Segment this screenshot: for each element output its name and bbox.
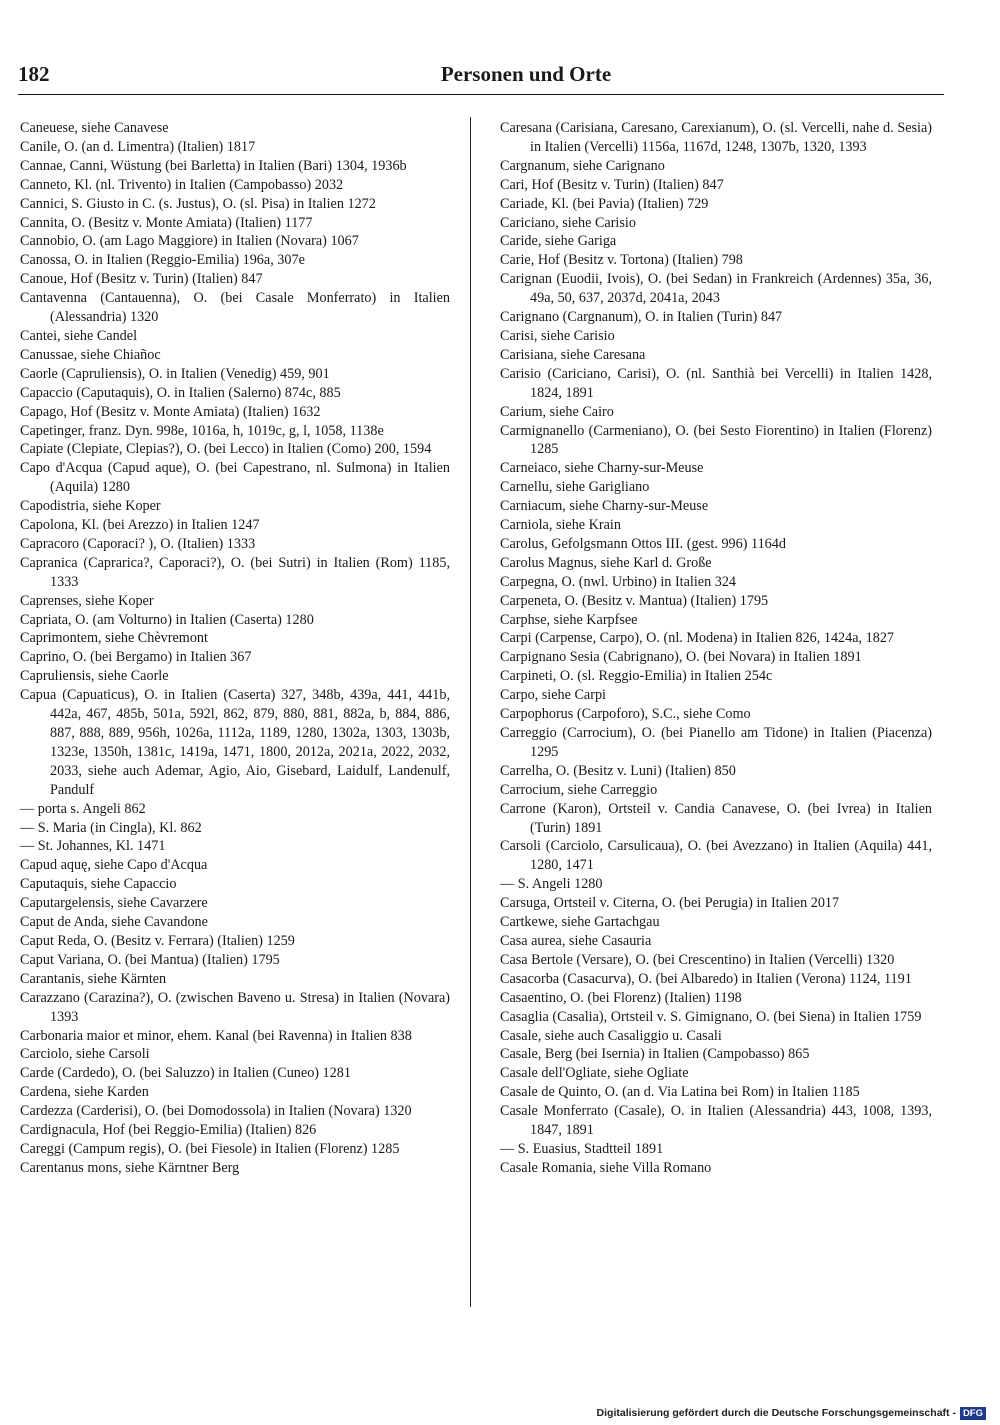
index-entry: Casa aurea, siehe Casauria (500, 932, 652, 949)
column-divider (470, 117, 471, 1307)
index-entry: — St. Johannes, Kl. 1471 (20, 838, 166, 855)
index-entry: Canussae, siehe Chiañoc (20, 346, 161, 363)
index-entry: Casale de Quinto, O. (an d. Via Latina bei Rom) in Italien 1185 (500, 1084, 860, 1101)
index-entry: Capo d'Acqua (Capud aque), O. (bei Capestrano, nl. Sulmona) in Italien (Aquila) 1280 (20, 460, 450, 496)
index-entry: Cantavenna (Cantauenna), O. (bei Casale Monferrato) in Italien (Alessandria) 1320 (20, 290, 450, 326)
index-entry: Cartkewe, siehe Gartachgau (500, 914, 660, 931)
index-entry: Carolus, Gefolgsmann Ottos III. (gest. 996) 1164d (500, 535, 786, 552)
index-entry: Canoue, Hof (Besitz v. Turin) (Italien) 847 (20, 271, 263, 288)
index-entry: Capolona, Kl. (bei Arezzo) in Italien 1247 (20, 517, 260, 534)
index-entry: Capua (Capuaticus), O. in Italien (Caserta) 327, 348b, 439a, 441, 441b, 442a, 467, 485b, 501a, 592l, 862, 879, 880, 881, 882a, b, 884, 886, 887, 888, 889, 956h, 1026a, 1112a, 1189, 1280, 1302a, 1303, 1303b, 1323e, 1350h, 1381c, 1419a, 1471, 1800, 2012a, 2021a, 2022, 2032, 2033, siehe auch Ademar, Agio, Aio, Gisebard, Laidulf, Landenulf, Pandulf (20, 687, 450, 798)
index-entry: Carium, siehe Cairo (500, 403, 614, 420)
index-entry: Carazzano (Carazina?), O. (zwischen Baveno u. Stresa) in Italien (Novara) 1393 (20, 989, 450, 1025)
footer-credit (597, 1405, 986, 1421)
index-entry: — S. Maria (in Cingla), Kl. 862 (20, 819, 202, 836)
index-entry: Canossa, O. in Italien (Reggio-Emilia) 196a, 307e (20, 252, 305, 269)
index-entry: Casa Bertole (Versare), O. (bei Crescentino) in Italien (Vercelli) 1320 (500, 951, 895, 968)
index-entry: Casacorba (Casacurva), O. (bei Albaredo) in Italien (Verona) 1124, 1191 (500, 970, 912, 987)
index-entry: Carpignano Sesia (Cabrignano), O. (bei Novara) in Italien 1891 (500, 649, 862, 666)
index-entry: Caprenses, siehe Koper (20, 592, 154, 609)
index-entry: Carniola, siehe Krain (500, 517, 621, 534)
index-entry: Casaentino, O. (bei Florenz) (Italien) 1198 (500, 989, 742, 1006)
index-entry: Capriata, O. (am Volturno) in Italien (Caserta) 1280 (20, 611, 314, 628)
index-entry: Carreggio (Carrocium), O. (bei Pianello am Tidone) in Italien (Piacenza) 1295 (500, 725, 932, 760)
index-entry: Capiate (Clepiate, Clepias?), O. (bei Lecco) in Italien (Como) 200, 1594 (20, 441, 432, 458)
index-entry: Carantanis, siehe Kärnten (20, 970, 167, 987)
running-title: Personen und Orte (440, 62, 612, 86)
index-entry: Carentanus mons, siehe Kärntner Berg (20, 1159, 240, 1176)
index-entry: Cari, Hof (Besitz v. Turin) (Italien) 847 (500, 176, 724, 193)
index-entry: Caresana (Carisiana, Caresano, Carexianum), O. (sl. Vercelli, nahe d. Sesia) in Italien (Vercelli) 1156a, 1167d, 1248, 1307b, 1320, 1393 (500, 120, 932, 155)
index-entry: Canile, O. (an d. Limentra) (Italien) 1817 (20, 138, 256, 155)
index-entry: Casale dell'Ogliate, siehe Ogliate (500, 1065, 689, 1082)
index-entry: Caorle (Capruliensis), O. in Italien (Venedig) 459, 901 (20, 365, 330, 382)
index-column-left (20, 119, 450, 1178)
index-entry: Carpophorus (Carpoforo), S.C., siehe Como (500, 706, 751, 723)
index-entry: Carisio (Cariciano, Carisi), O. (nl. Santhià bei Vercelli) in Italien 1428, 1824, 1891 (500, 365, 932, 401)
index-entry: Caput de Anda, siehe Cavandone (20, 914, 208, 931)
index-entry: Carpeneta, O. (Besitz v. Mantua) (Italien) 1795 (500, 592, 769, 609)
header-rule (18, 94, 944, 95)
index-entry: — S. Euasius, Stadtteil 1891 (500, 1140, 664, 1157)
index-entry: Caputargelensis, siehe Cavarzere (20, 895, 208, 912)
page-number: 182 (18, 62, 50, 86)
index-entry: Carrocium, siehe Carreggio (500, 781, 658, 798)
index-entry: Capetinger, franz. Dyn. 998e, 1016a, h, 1019c, g, l, 1058, 1138e (20, 422, 384, 439)
index-entry: Caputaquis, siehe Capaccio (20, 876, 177, 893)
index-entry: — S. Angeli 1280 (500, 876, 603, 893)
index-entry: Capago, Hof (Besitz v. Monte Amiata) (Italien) 1632 (20, 403, 321, 420)
index-entry: Caride, siehe Gariga (500, 233, 617, 250)
index-entry: Capud aquę, siehe Capo d'Acqua (20, 857, 208, 874)
index-entry: Carsuga, Ortsteil v. Citerna, O. (bei Perugia) in Italien 2017 (500, 895, 840, 912)
index-entry: Cardignacula, Hof (bei Reggio-Emilia) (Italien) 826 (20, 1122, 317, 1139)
index-entry: Cannae, Canni, Wüstung (bei Barletta) in Italien (Bari) 1304, 1936b (20, 157, 407, 174)
index-entry: Carde (Cardedo), O. (bei Saluzzo) in Italien (Cuneo) 1281 (20, 1065, 351, 1082)
index-entry: Cantei, siehe Candel (20, 327, 138, 344)
index-entry: Cannici, S. Giusto in C. (s. Justus), O. (sl. Pisa) in Italien 1272 (20, 195, 376, 212)
footer-text: Digitalisierung gefördert durch die Deutsche Forschungsgemeinschaft - (596, 1407, 956, 1419)
index-entry: Caput Reda, O. (Besitz v. Ferrara) (Italien) 1259 (20, 932, 295, 949)
index-entry: Caneuese, siehe Canavese (20, 120, 169, 136)
index-entry: Casale, siehe auch Casaliggio u. Casali (500, 1027, 722, 1044)
index-entry: — porta s. Angeli 862 (20, 800, 146, 817)
index-entry: Casaglia (Casalia), Ortsteil v. S. Gimignano, O. (bei Siena) in Italien 1759 (500, 1008, 922, 1025)
index-entry: Carsoli (Carciolo, Carsulicaua), O. (bei Avezzano) in Italien (Aquila) 441, 1280, 1471 (500, 838, 932, 874)
index-entry: Capruliensis, siehe Caorle (20, 668, 169, 685)
index-entry: Carisi, siehe Carisio (500, 327, 615, 344)
index-entry: Careggi (Campum regis), O. (bei Fiesole) in Italien (Florenz) 1285 (20, 1140, 400, 1157)
index-entry: Casale, Berg (bei Isernia) in Italien (Campobasso) 865 (500, 1046, 810, 1063)
index-entry: Cariciano, siehe Carisio (500, 214, 636, 231)
index-entry: Carphse, siehe Karpfsee (500, 611, 638, 628)
index-entry: Caput Variana, O. (bei Mantua) (Italien) 1795 (20, 951, 280, 968)
index-entry: Cargnanum, siehe Carignano (500, 157, 665, 174)
index-entry: Carignano (Cargnanum), O. in Italien (Turin) 847 (500, 309, 783, 326)
index-entry: Cariade, Kl. (bei Pavia) (Italien) 729 (500, 195, 709, 212)
index-entry: Carpo, siehe Carpi (500, 687, 606, 704)
index-entry: Carpegna, O. (nwl. Urbino) in Italien 324 (500, 573, 737, 590)
index-entry: Carneiaco, siehe Charny-sur-Meuse (500, 460, 704, 477)
index-entry: Carnellu, siehe Garigliano (500, 479, 650, 496)
index-entry: Cannobio, O. (am Lago Maggiore) in Italien (Novara) 1067 (20, 233, 359, 250)
index-entry: Capodistria, siehe Koper (20, 498, 161, 515)
index-entry: Carpi (Carpense, Carpo), O. (nl. Modena) in Italien 826, 1424a, 1827 (500, 630, 895, 647)
index-entry: Capaccio (Caputaquis), O. in Italien (Salerno) 874c, 885 (20, 384, 341, 401)
index-entry: Carniacum, siehe Charny-sur-Meuse (500, 498, 709, 515)
index-entry: Casale Monferrato (Casale), O. in Italien (Alessandria) 443, 1008, 1393, 1847, 1891 (500, 1103, 932, 1139)
index-entry: Carpineti, O. (sl. Reggio-Emilia) in Italien 254c (500, 668, 773, 685)
index-entry: Carie, Hof (Besitz v. Tortona) (Italien) 798 (500, 252, 743, 269)
index-entry: Cannita, O. (Besitz v. Monte Amiata) (Italien) 1177 (20, 214, 313, 231)
index-entry: Carrelha, O. (Besitz v. Luni) (Italien) 850 (500, 762, 736, 779)
index-entry: Caprino, O. (bei Bergamo) in Italien 367 (20, 649, 252, 666)
index-entry: Carignan (Euodii, Ivois), O. (bei Sedan) in Frankreich (Ardennes) 35a, 36, 49a, 50, 637, 2037d, 2041a, 2043 (500, 271, 932, 307)
index-entry: Carisiana, siehe Caresana (500, 346, 646, 363)
dfg-logo: DFG (960, 1407, 986, 1420)
index-entry: Capracoro (Caporaci? ), O. (Italien) 1333 (20, 535, 256, 552)
index-entry: Canneto, Kl. (nl. Trivento) in Italien (Campobasso) 2032 (20, 176, 344, 193)
page-header (18, 60, 944, 92)
index-entry: Casale Romania, siehe Villa Romano (500, 1159, 712, 1176)
index-entry: Carrone (Karon), Ortsteil v. Candia Canavese, O. (bei Ivrea) in Italien (Turin) 1891 (500, 800, 932, 836)
index-entry: Cardena, siehe Karden (20, 1084, 149, 1101)
index-entry: Carbonaria maior et minor, ehem. Kanal (bei Ravenna) in Italien 838 (20, 1027, 412, 1044)
index-entry: Capranica (Caprarica?, Caporaci?), O. (bei Sutri) in Italien (Rom) 1185, 1333 (20, 554, 450, 590)
index-entry: Carolus Magnus, siehe Karl d. Große (500, 554, 712, 571)
index-entry: Caprimontem, siehe Chèvremont (20, 630, 208, 647)
index-entry: Cardezza (Carderisi), O. (bei Domodossola) in Italien (Novara) 1320 (20, 1103, 412, 1120)
index-entry: Carciolo, siehe Carsoli (20, 1046, 150, 1063)
index-entry: Carmignanello (Carmeniano), O. (bei Sesto Fiorentino) in Italien (Florenz) 1285 (500, 422, 932, 458)
index-column-right (500, 119, 932, 1178)
